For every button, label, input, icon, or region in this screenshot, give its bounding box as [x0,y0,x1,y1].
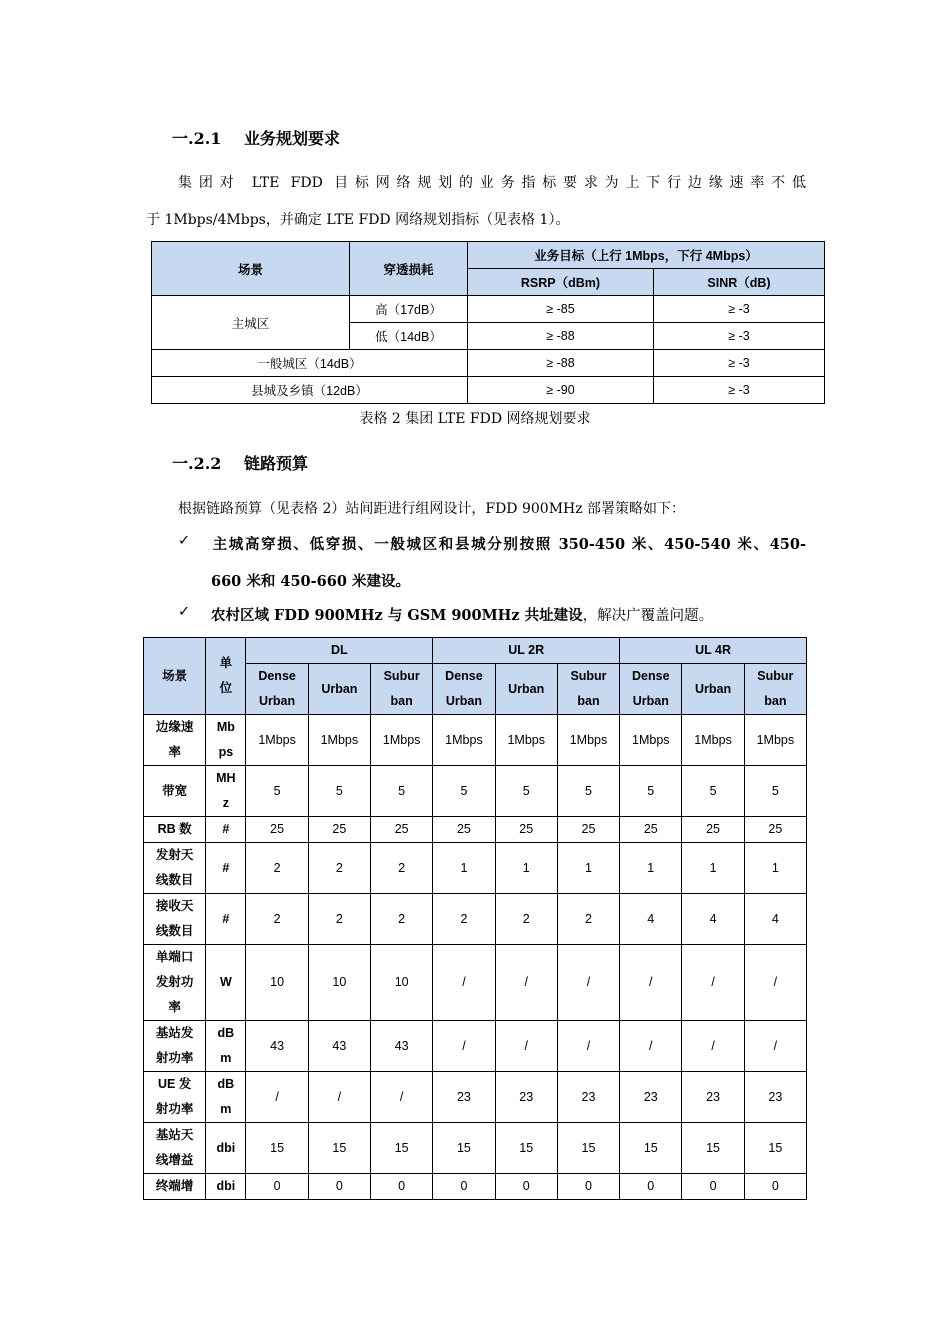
value-cell: 43 [371,1021,433,1072]
header-area-line: Dense [445,669,483,683]
value-cell: 15 [371,1123,433,1174]
row-unit-line: Mb [216,720,235,734]
header-group: UL 2R [433,638,620,664]
header-area-line: Urban [321,681,358,696]
value-cell: / [620,945,682,1021]
row-unit [206,945,246,1021]
row-unit [206,843,246,894]
value-cell: / [246,1072,308,1123]
section-number: 一.2.1 [172,129,222,148]
value-cell: 25 [744,817,806,843]
cell-sinr: ≥ -3 [654,377,825,404]
row-label-line: 射功率 [155,1051,194,1065]
value-cell: 0 [495,1174,557,1200]
value-cell: / [433,945,495,1021]
check-icon: ✓ [178,604,191,620]
value-cell: 5 [371,766,433,817]
bullet-item [178,604,713,625]
table-row [144,945,807,1021]
value-cell: 1 [433,843,495,894]
cell-rsrp: ≥ -90 [468,377,654,404]
row-label [144,1021,206,1072]
value-cell: 15 [246,1123,308,1174]
bullet-item [178,533,806,554]
value-cell: 25 [495,817,557,843]
header-area-line: Urban [508,681,545,696]
table-row [144,1021,807,1072]
row-label [144,715,206,766]
value-cell: 2 [433,894,495,945]
row-label-line: 率 [168,745,181,759]
header-group: UL 4R [620,638,807,664]
value-cell: 5 [744,766,806,817]
check-icon: ✓ [178,533,191,549]
row-label-line: 线数目 [155,873,194,887]
value-cell: 15 [682,1123,744,1174]
row-label-line: 终端增 [155,1179,194,1193]
section-number: 一.2.2 [172,454,222,473]
row-label-line: 边缘速 [155,720,194,734]
row-unit-line: dB [217,1077,235,1091]
value-cell: 23 [620,1072,682,1123]
row-label-line: 线数目 [155,924,194,938]
header-area-line: Urban [632,694,669,708]
header-area-line: ban [577,694,600,708]
value-cell: 25 [620,817,682,843]
row-unit [206,817,246,843]
value-cell: / [557,945,619,1021]
value-cell: 10 [246,945,308,1021]
value-cell: 23 [682,1072,744,1123]
header-area-line: Urban [259,694,296,708]
row-unit [206,1021,246,1072]
row-label-line: 基站发 [155,1026,194,1040]
value-cell: / [620,1021,682,1072]
row-label [144,766,206,817]
bullet-text-continued: 660 米和 450-660 米建设。 [211,573,410,590]
row-label-line: 接收天 [155,899,194,913]
table-caption: 表格 2 集团 LTE FDD 网络规划要求 [359,411,591,427]
row-label-line: 发射功 [155,975,194,989]
header-area-type [371,664,433,715]
value-cell: 23 [495,1072,557,1123]
bullet-text: 主城高穿损、低穿损、一般城区和县城分别按照 350-450 米、450-540 米、450- [211,536,806,553]
link-budget-table [143,637,807,1200]
paragraph-line: 集团对 LTE FDD 目标网络规划的业务指标要求为上下行边缘速率不低 [178,175,806,191]
value-cell: / [308,1072,370,1123]
value-cell: 4 [744,894,806,945]
header-area-line: Dense [632,669,670,683]
value-cell: 0 [246,1174,308,1200]
value-cell: 15 [495,1123,557,1174]
section-title: 链路预算 [244,454,309,473]
row-label-line: 带宽 [162,783,188,798]
row-label-line: 基站天 [155,1128,194,1142]
value-cell: 5 [557,766,619,817]
value-cell: 1 [557,843,619,894]
table-row [144,766,807,817]
value-cell: 1 [620,843,682,894]
row-label [144,894,206,945]
header-area-line: ban [764,694,787,708]
value-cell: 15 [308,1123,370,1174]
row-label-line: 率 [168,1000,181,1014]
value-cell: 1Mbps [620,715,682,766]
value-cell: 23 [433,1072,495,1123]
header-scene: 场景 [152,242,350,296]
cell-rsrp: ≥ -88 [468,323,654,350]
value-cell: 1Mbps [308,715,370,766]
value-cell: 23 [744,1072,806,1123]
value-cell: 0 [744,1174,806,1200]
cell-scene: 一般城区（14dB） [152,350,468,377]
value-cell: 43 [308,1021,370,1072]
header-area-line: Subur [383,669,420,683]
bullet-text-bold: 农村区域 FDD 900MHz 与 GSM 900MHz 共址建设 [211,607,583,624]
paragraph-line: 于 1Mbps/4Mbps，并确定 LTE FDD 网络规划指标（见表格 1）。 [146,212,570,228]
cell-sinr: ≥ -3 [654,350,825,377]
table-row [152,296,825,323]
row-label-line: RB 数 [157,822,192,836]
row-unit [206,715,246,766]
table-row [144,715,807,766]
row-unit-line: m [220,1051,232,1065]
row-unit-line: m [220,1102,232,1116]
value-cell: 1Mbps [371,715,433,766]
header-area-line: Urban [695,681,732,696]
row-label [144,1123,206,1174]
value-cell: 1Mbps [495,715,557,766]
header-area-type [557,664,619,715]
row-unit [206,1123,246,1174]
header-area-line: Dense [258,669,296,683]
header-area-type [433,664,495,715]
value-cell: 5 [246,766,308,817]
row-label [144,1072,206,1123]
table-row [144,843,807,894]
value-cell: 5 [620,766,682,817]
row-label [144,945,206,1021]
value-cell: 25 [371,817,433,843]
value-cell: 1 [682,843,744,894]
row-label-line: UE 发 [157,1077,192,1091]
value-cell: 5 [433,766,495,817]
row-unit [206,894,246,945]
value-cell: 0 [371,1174,433,1200]
value-cell: / [371,1072,433,1123]
row-unit-line: dbi [216,1140,236,1155]
value-cell: 15 [433,1123,495,1174]
value-cell: 43 [246,1021,308,1072]
value-cell: / [557,1021,619,1072]
header-unit [206,638,246,715]
value-cell: 5 [495,766,557,817]
cell-sinr: ≥ -3 [654,323,825,350]
value-cell: 0 [308,1174,370,1200]
section-heading-2-1 [172,126,340,149]
section-heading-2-2 [172,451,308,474]
header-area-type [495,664,557,715]
cell-scene: 县城及乡镇（12dB） [152,377,468,404]
table-row [144,1123,807,1174]
row-unit [206,1174,246,1200]
value-cell: / [744,945,806,1021]
cell-scene: 主城区 [152,296,350,350]
value-cell: 4 [682,894,744,945]
value-cell: 15 [620,1123,682,1174]
header-area-line: Subur [570,669,607,683]
section-title: 业务规划要求 [244,129,341,148]
value-cell: 25 [682,817,744,843]
header-scene: 场景 [144,638,206,715]
value-cell: 1Mbps [433,715,495,766]
bullet-text: ，解决广覆盖问题。 [582,608,714,624]
row-label-line: 发射天 [155,848,194,862]
header-area-line: ban [390,694,413,708]
cell-sinr: ≥ -3 [654,296,825,323]
header-area-type [620,664,682,715]
header-group: DL [246,638,433,664]
value-cell: 2 [308,894,370,945]
value-cell: 0 [682,1174,744,1200]
value-cell: 15 [557,1123,619,1174]
value-cell: 2 [246,894,308,945]
value-cell: 2 [495,894,557,945]
value-cell: 5 [682,766,744,817]
value-cell: 4 [620,894,682,945]
value-cell: 25 [246,817,308,843]
value-cell: 25 [433,817,495,843]
row-label [144,1174,206,1200]
value-cell: 2 [371,843,433,894]
value-cell: / [495,1021,557,1072]
value-cell: 10 [371,945,433,1021]
row-unit-line: z [222,796,229,810]
row-unit-line: # [222,822,230,836]
table-row [152,350,825,377]
value-cell: 15 [744,1123,806,1174]
value-cell: / [682,945,744,1021]
table-row [144,894,807,945]
row-unit-line: MH [216,771,236,785]
header-unit-line: 单 [219,656,233,670]
cell-rsrp: ≥ -85 [468,296,654,323]
table-row [144,1072,807,1123]
row-unit-line: dbi [216,1179,236,1193]
header-area-type [744,664,806,715]
cell-loss: 高（17dB） [350,296,468,323]
value-cell: 1Mbps [682,715,744,766]
value-cell: / [495,945,557,1021]
header-area-type [308,664,370,715]
value-cell: 1Mbps [744,715,806,766]
header-service-target: 业务目标（上行 1Mbps，下行 4Mbps） [468,242,825,269]
row-label [144,843,206,894]
value-cell: 10 [308,945,370,1021]
value-cell: 25 [308,817,370,843]
value-cell: 2 [371,894,433,945]
header-area-line: Urban [445,694,482,708]
table-row [152,377,825,404]
value-cell: 23 [557,1072,619,1123]
value-cell: / [433,1021,495,1072]
value-cell: 5 [308,766,370,817]
cell-rsrp: ≥ -88 [468,350,654,377]
row-unit [206,1072,246,1123]
row-unit-line: W [219,975,232,989]
value-cell: 1Mbps [557,715,619,766]
row-unit-line: ps [218,745,234,759]
header-area-type [682,664,744,715]
value-cell: 1 [495,843,557,894]
row-label-line: 单端口 [155,950,194,964]
table-row [144,817,807,843]
value-cell: 0 [557,1174,619,1200]
value-cell: 0 [620,1174,682,1200]
row-unit-line: dB [217,1026,235,1040]
value-cell: 1 [744,843,806,894]
value-cell: 2 [308,843,370,894]
table-row [144,1174,807,1200]
value-cell: 25 [557,817,619,843]
value-cell: 2 [246,843,308,894]
paragraph-line: 根据链路预算（见表格 2）站间距进行组网设计，FDD 900MHz 部署策略如下： [178,501,686,517]
header-unit-line: 位 [219,681,233,695]
header-sinr: SINR（dB) [654,269,825,296]
value-cell: 1Mbps [246,715,308,766]
row-label-line: 线增益 [155,1153,194,1167]
header-penetration-loss: 穿透损耗 [350,242,468,296]
header-rsrp: RSRP（dBm) [468,269,654,296]
value-cell: / [682,1021,744,1072]
header-area-line: Subur [757,669,794,683]
row-unit [206,766,246,817]
header-area-type [246,664,308,715]
value-cell: 2 [557,894,619,945]
row-unit-line: # [222,860,230,875]
value-cell: 0 [433,1174,495,1200]
value-cell: / [744,1021,806,1072]
row-unit-line: # [222,911,230,926]
cell-loss: 低（14dB） [350,323,468,350]
row-label [144,817,206,843]
planning-requirements-table [151,241,825,404]
row-label-line: 射功率 [155,1102,194,1116]
